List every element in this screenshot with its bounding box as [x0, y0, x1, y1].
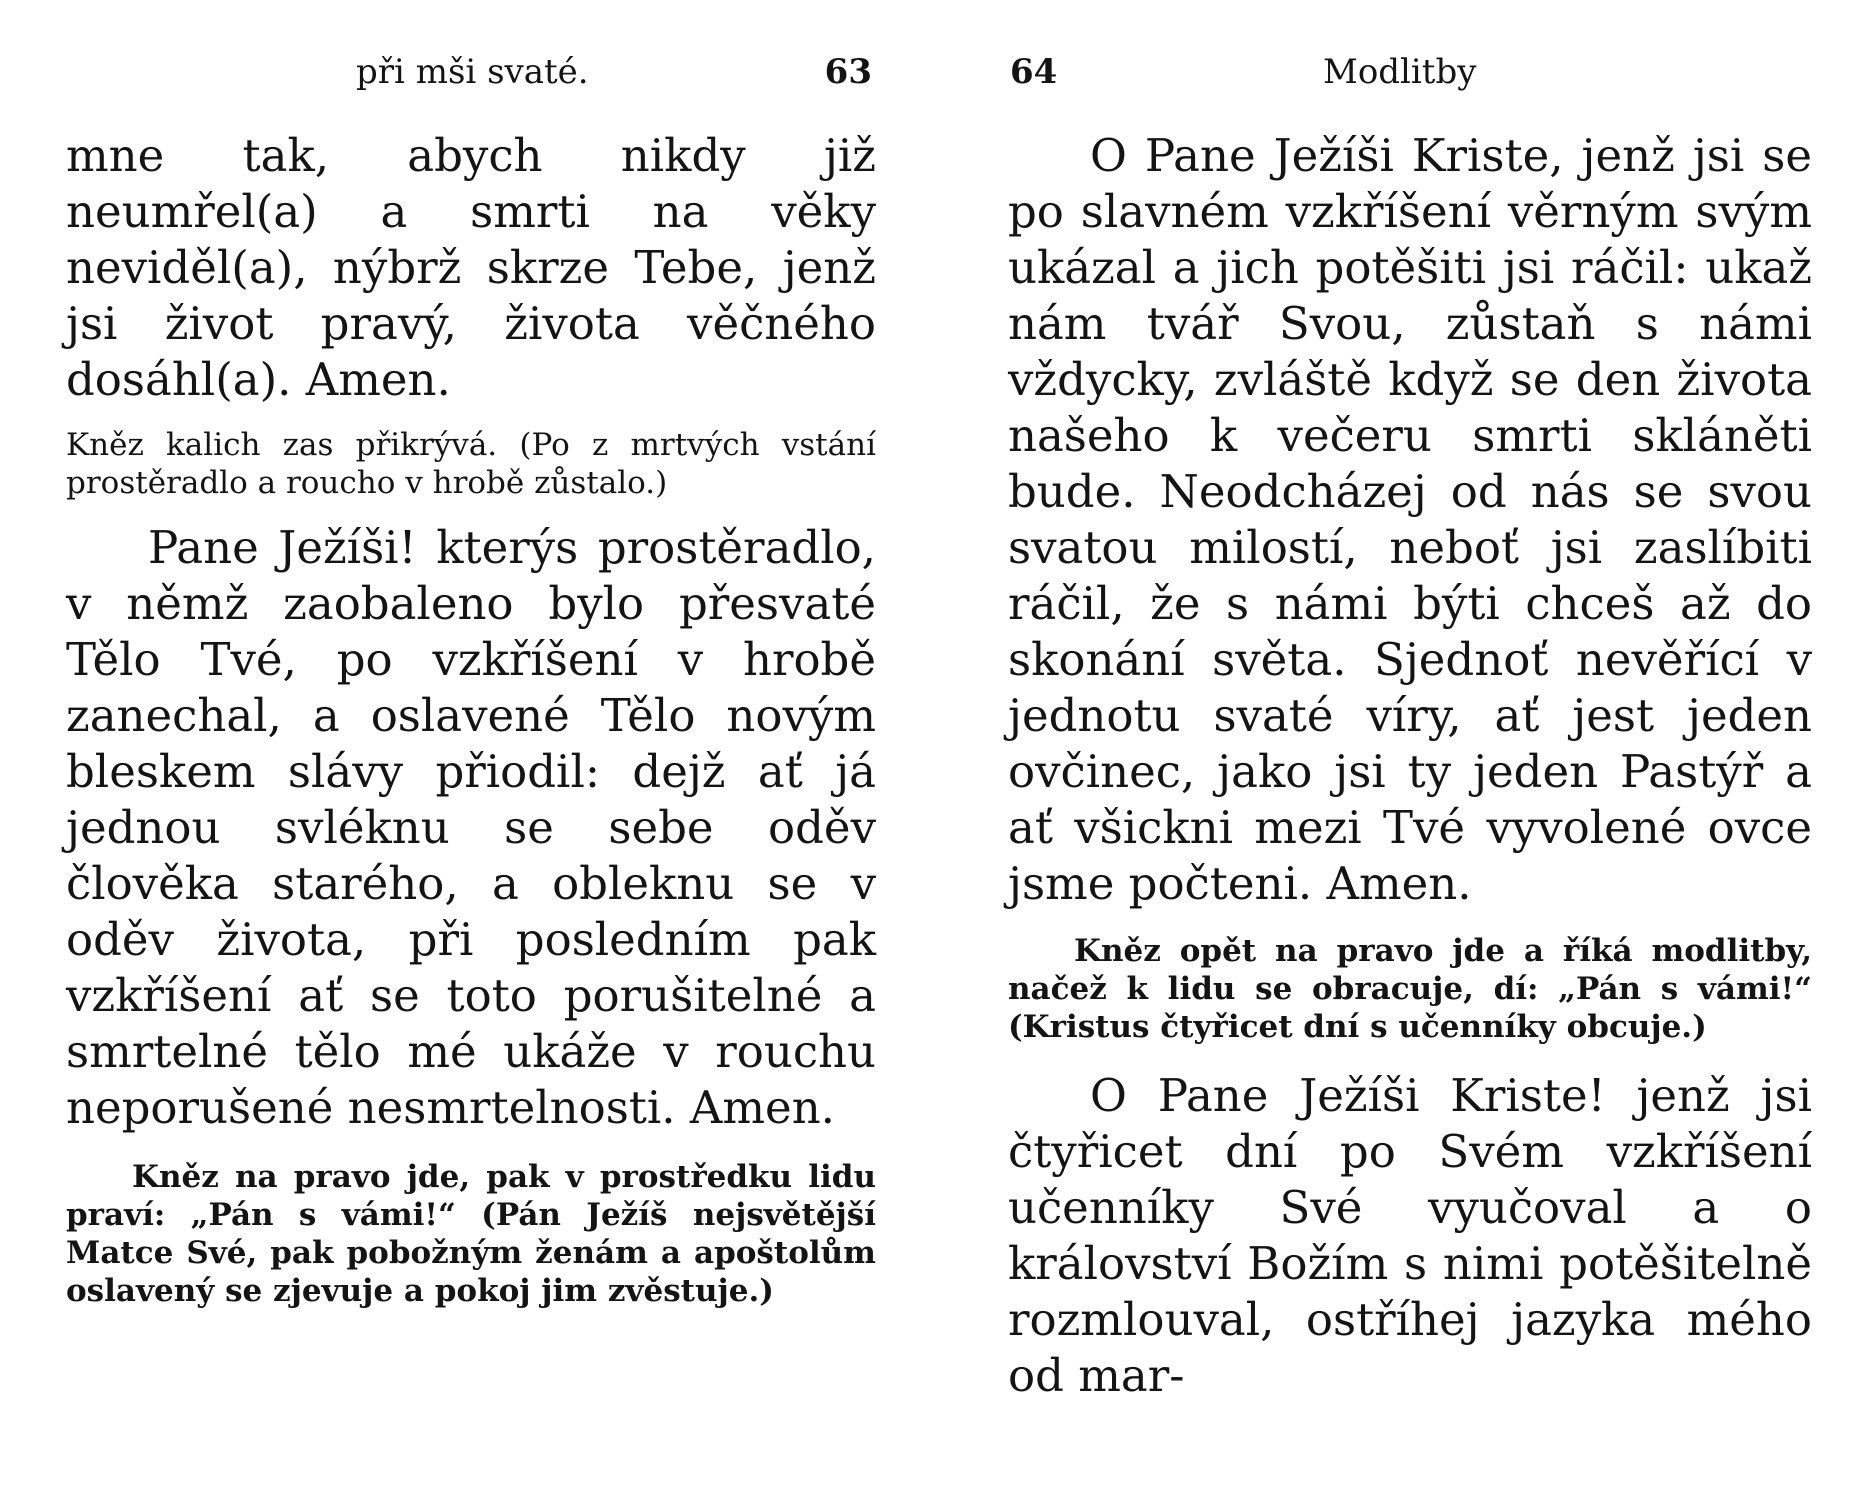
left-page-header [66, 52, 876, 102]
rubric-chalice: Kněz kalich zas přikrývá. (Po z mrtvých vstání prostěradlo a roucho v hrobě zůstalo.) [66, 427, 876, 501]
rubric-modlitby: Kněz opět na pravo jde a říká modlitby, načež k lidu se obracuje, dí: „Pán s vámi!“ (Kristus čtyřicet dní s učenníky obcuje.) [1008, 933, 1812, 1045]
right-page [1008, 0, 1812, 1500]
prayer-forty-days: O Pane Ježíši Kriste! jenž jsi čtyřicet dní po Svém vzkříšení učenníky Své vyučoval a o království Božím s nimi potěšitelně rozmlouval, ostříhej jazyka mého od mar- [1008, 1069, 1812, 1402]
right-running-title: Modlitby [1323, 52, 1477, 92]
prayer-continuation: mne tak, abych nikdy již neumřel(a) a smrti na věky neviděl(a), nýbrž skrze Tebe, jenž jsi život pravý, života věčného dosáhl(a). Amen. [66, 129, 876, 406]
right-page-number: 64 [1010, 52, 1058, 92]
prayer-resurrection: O Pane Ježíši Kriste, jenž jsi se po slavném vzkříšení věrným svým ukázal a jich potěšiti jsi ráčil: ukaž nám tvář Svou, zůstaň s námi vždycky, zvláště když se den života našeho k večeru smrti skláněti bude. Neodcházej od nás se svou svatou milostí, neboť jsi zaslíbiti ráčil, že s námi býti chceš až do skonání světa. Sjednoť nevěřící v jednotu svaté víry, ať jest jeden ovčinec, jako jsi ty jeden Pastýř a ať všickni mezi Tvé vyvolené ovce jsme počteni. Amen. [1008, 129, 1812, 910]
left-page [66, 0, 876, 1500]
left-page-body [66, 128, 876, 1310]
prayer-shroud: Pane Ježíši! kterýs prostěradlo, v němž zaobaleno bylo přesvaté Tělo Tvé, po vzkříšení v hrobě zanechal, a oslavené Tělo novým bleskem slávy přiodil: dejž ať já jednou svléknu se sebe oděv člověka starého, a obleknu se v oděv života, při posledním pak vzkříšení ať se toto porušitelné a smrtelné tělo mé ukáže v rouchu neporušené nesmrtelnosti. Amen. [66, 521, 876, 1134]
rubric-pan-s-vami: Kněz na pravo jde, pak v prostředku lidu praví: „Pán s vámi!“ (Pán Ježíš nejsvětější Matce Své, pak pobožným ženám a apoštolům oslavený se zjevuje a pokoj jim zvěstuje.) [66, 1159, 876, 1309]
left-running-title: při mši svaté. [356, 52, 589, 92]
right-page-header [1008, 52, 1812, 102]
left-page-number: 63 [824, 52, 872, 92]
right-page-body [1008, 128, 1812, 1404]
